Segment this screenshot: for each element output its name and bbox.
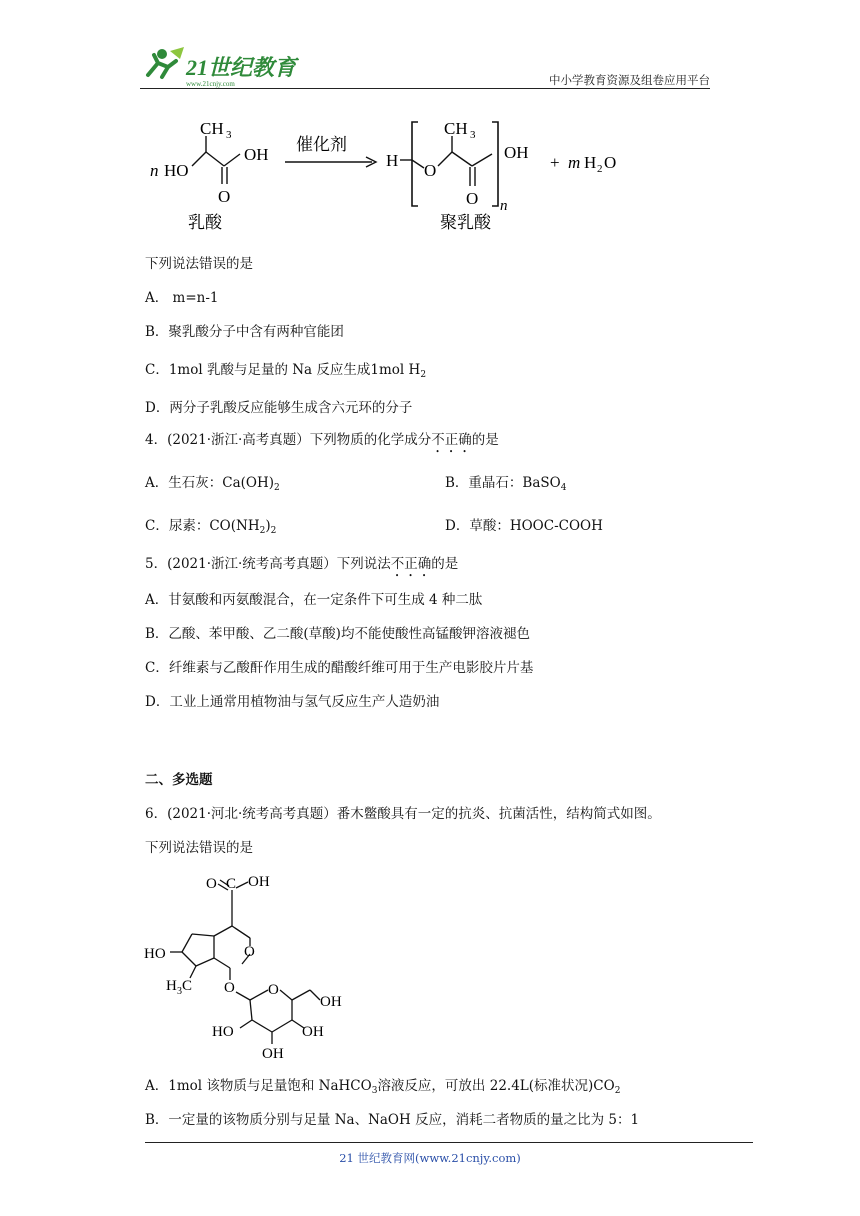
logo-text: 21世纪教育 (186, 55, 297, 80)
q3-option-a: A． m=n-1 (145, 290, 219, 306)
svg-text:OH: OH (244, 145, 269, 164)
svg-text:3: 3 (177, 986, 182, 997)
q5-option-b: B．乙酸、苯甲酸、乙二酸(草酸)均不能使酸性高锰酸钾溶液褪色 (145, 626, 530, 642)
q6-stem-line1: 6．(2021·河北·统考高考真题）番木鳖酸具有一定的抗炎、抗菌活性，结构简式如图。 (145, 806, 661, 822)
svg-text:3: 3 (226, 129, 232, 141)
q5-stem (145, 554, 458, 580)
svg-text:+: + (550, 153, 560, 172)
runner-logo-icon (140, 45, 310, 89)
q5-stem-end: 的是 (431, 556, 459, 572)
q4-option-c-subscript: 2 (270, 526, 277, 536)
svg-text:HO: HO (212, 1024, 234, 1040)
q5-option-d: D．工业上通常用植物油与氢气反应生产人造奶油 (145, 694, 440, 710)
svg-text:H: H (166, 978, 177, 994)
footer-divider (145, 1142, 753, 1143)
q6-option-b: B．一定量的该物质分别与足量 Na、NaOH 反应，消耗二者物质的量之比为 5：1 (145, 1112, 640, 1128)
q6-option-a (145, 1076, 620, 1101)
svg-text:H: H (584, 153, 597, 172)
q4-option-b-subscript: 4 (560, 483, 567, 493)
q4-stem-text: 4．(2021·浙江·高考真题）下列物质的化学成分 (145, 432, 432, 448)
svg-text:m: m (568, 153, 581, 172)
q6-stem-line2: 下列说法错误的是 (145, 840, 253, 856)
q5-option-a: A．甘氨酸和丙氨酸混合，在一定条件下可生成 4 种二肽 (145, 592, 483, 608)
q3-stem: 下列说法错误的是 (145, 256, 253, 272)
polylactic-acid-structure (386, 119, 616, 232)
header-divider (140, 88, 710, 89)
svg-text:HO: HO (144, 946, 166, 962)
q4-option-d-label: D．草酸： (445, 518, 510, 534)
svg-text:OH: OH (302, 1024, 324, 1040)
svg-text:O: O (268, 982, 279, 998)
svg-text:HO: HO (164, 161, 189, 180)
header-platform-text: 中小学教育资源及组卷应用平台 (549, 73, 710, 87)
q6-option-a-text-2: 溶液反应，可放出 22.4L(标准状况)CO (377, 1078, 615, 1094)
q4-stem-emphasis: 不正确 (431, 432, 472, 448)
q4-option-a-label: A．生石灰： (145, 475, 223, 491)
svg-text:O: O (466, 189, 479, 208)
q6-option-a-subscript-2: 2 (614, 1086, 621, 1096)
catalyst-label: 催化剂 (296, 135, 347, 154)
q4-option-d (445, 516, 603, 536)
svg-text:CH: CH (200, 119, 224, 138)
polymerization-reaction-diagram (140, 110, 640, 240)
q4-stem-end: 的是 (471, 432, 499, 448)
logo-url: www.21cnjy.com (186, 80, 235, 88)
svg-text:CH: CH (444, 119, 468, 138)
q4-option-b-label: B．重晶石： (445, 475, 523, 491)
q5-stem-text: 5．(2021·浙江·统考高考真题）下列说法 (145, 556, 391, 572)
q3-option-d: D．两分子乳酸反应能够生成含六元环的分子 (145, 400, 413, 416)
svg-text:3: 3 (470, 129, 476, 141)
site-logo (140, 45, 310, 89)
svg-text:n: n (150, 161, 159, 180)
q4-option-c-formula: CO(NH (209, 518, 260, 534)
q6-option-a-subscript-1: 3 (371, 1086, 378, 1096)
q4-option-c-inner-subscript: 2 (259, 526, 266, 536)
q6-option-a-text: A．1mol 该物质与足量饱和 NaHCO (145, 1078, 372, 1094)
svg-text:OH: OH (504, 143, 529, 162)
q3-option-c-formula: 1mol H (370, 362, 421, 378)
q3-option-c-text: C．1mol 乳酸与足量的 Na 反应生成 (145, 362, 371, 378)
svg-text:OH: OH (262, 1046, 284, 1062)
q4-option-a (145, 473, 280, 498)
product-label: 聚乳酸 (440, 213, 491, 232)
q3-option-b: B．聚乳酸分子中含有两种官能团 (145, 324, 344, 340)
q3-option-c (145, 360, 426, 385)
svg-text:C: C (226, 876, 237, 892)
lactic-acid-structure (150, 119, 269, 232)
svg-text:O: O (206, 876, 217, 892)
q4-option-a-subscript: 2 (274, 483, 280, 493)
svg-text:O: O (224, 980, 235, 996)
svg-text:O: O (218, 187, 231, 206)
q4-option-a-formula: Ca(OH) (222, 475, 275, 491)
q4-stem (145, 430, 499, 456)
q4-option-c-close: ) (265, 518, 271, 534)
svg-text:2: 2 (597, 163, 603, 175)
q3-option-c-subscript: 2 (420, 370, 427, 380)
reaction-arrow (285, 135, 376, 167)
svg-text:OH: OH (248, 874, 270, 890)
svg-text:O: O (244, 944, 255, 960)
q4-option-c-label: C．尿素： (145, 518, 210, 534)
svg-text:C: C (182, 978, 193, 994)
reactant-label: 乳酸 (188, 213, 222, 232)
svg-text:n: n (500, 198, 508, 214)
q5-stem-emphasis: 不正确 (390, 556, 432, 572)
svg-text:O: O (424, 161, 437, 180)
q4-option-b (445, 473, 566, 498)
svg-text:OH: OH (320, 994, 342, 1010)
q4-option-b-formula: BaSO (522, 475, 561, 491)
q5-option-c: C．纤维素与乙酸酐作用生成的醋酸纤维可用于生产电影胶片片基 (145, 660, 534, 676)
q4-option-c (145, 516, 276, 541)
svg-text:O: O (604, 153, 617, 172)
footer-link[interactable]: 21 世纪教育网(www.21cnjy.com) (339, 1151, 521, 1165)
q4-option-d-formula: HOOC-COOH (509, 518, 603, 534)
section-title-multiple-choice: 二、多选题 (145, 772, 213, 788)
loganic-acid-structure (140, 868, 360, 1063)
svg-text:H: H (386, 151, 399, 170)
